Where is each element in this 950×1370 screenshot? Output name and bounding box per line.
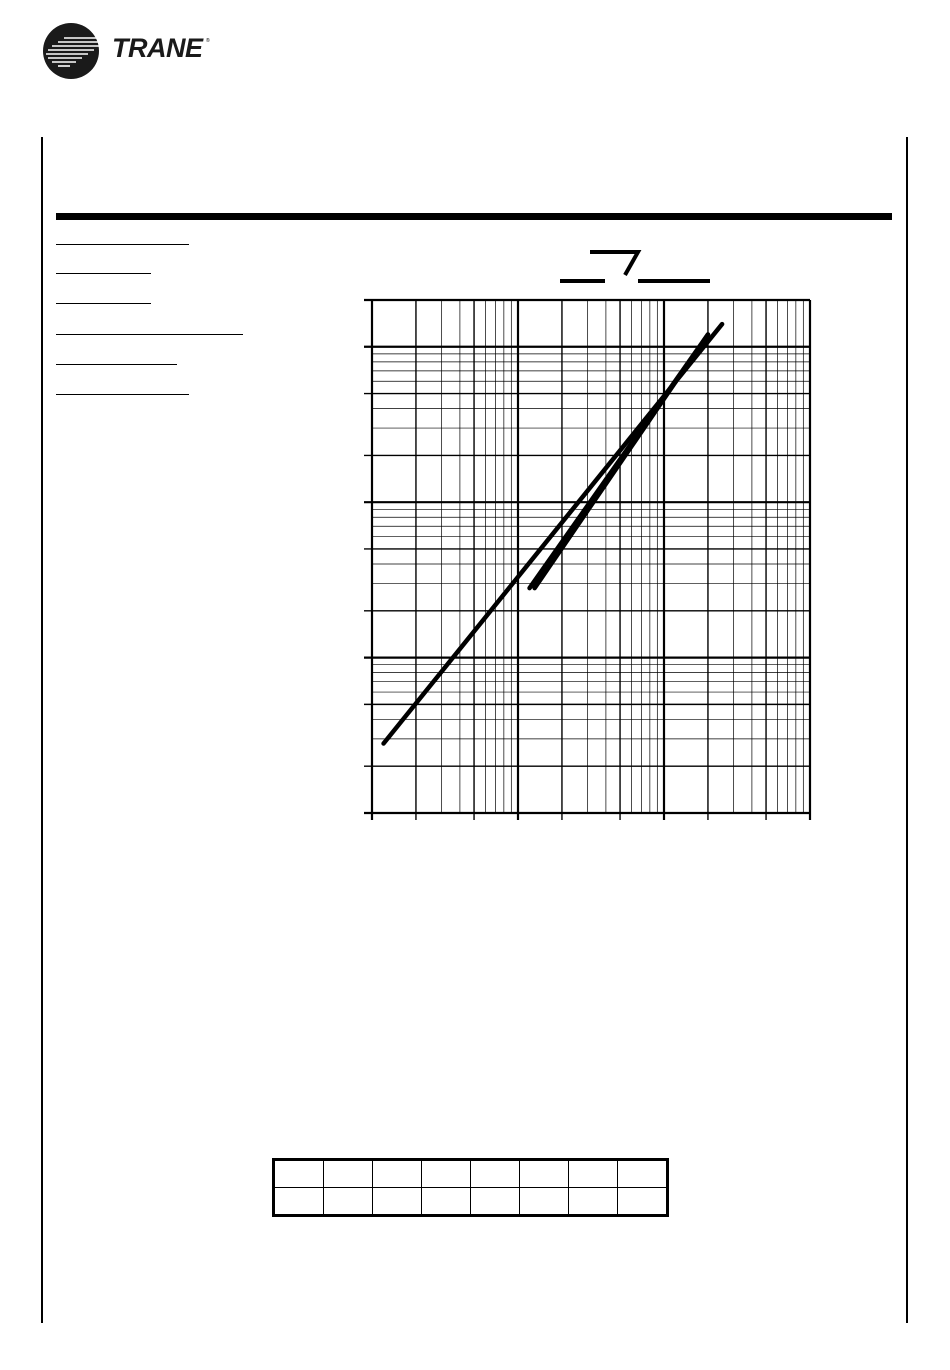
table-cell	[422, 1188, 471, 1216]
callout-leader-line	[590, 252, 638, 275]
brand-name: TRANE	[112, 33, 203, 63]
table-cell	[422, 1160, 471, 1188]
table-cell	[618, 1160, 668, 1188]
chart-grid	[364, 300, 810, 820]
chart-series	[384, 252, 723, 744]
table-cell	[520, 1160, 569, 1188]
table-row	[274, 1188, 668, 1216]
table-cell	[274, 1160, 324, 1188]
table-cell	[373, 1160, 422, 1188]
table-cell	[373, 1188, 422, 1216]
table-cell	[324, 1160, 373, 1188]
table-cell	[274, 1188, 324, 1216]
right-margin-rule	[906, 137, 908, 1323]
blank-field-1	[56, 244, 189, 245]
left-margin-rule	[41, 137, 43, 1323]
blank-field-6	[56, 394, 189, 395]
data-table	[272, 1158, 669, 1217]
trademark-mark: ®	[206, 38, 210, 44]
trane-globe-icon	[42, 22, 100, 80]
section-header-bar	[56, 213, 892, 220]
blank-field-4	[56, 334, 243, 335]
blank-field-5	[56, 364, 177, 365]
table-cell	[569, 1160, 618, 1188]
trane-logo	[42, 22, 100, 80]
table-cell	[520, 1188, 569, 1216]
series-line-3	[384, 324, 723, 743]
table-cell	[569, 1188, 618, 1216]
log-log-chart	[360, 240, 820, 830]
table-cell	[471, 1188, 520, 1216]
table-row	[274, 1160, 668, 1188]
table-cell	[324, 1188, 373, 1216]
table-cell	[471, 1160, 520, 1188]
table-cell	[618, 1188, 668, 1216]
blank-field-3	[56, 303, 151, 304]
blank-field-2	[56, 273, 151, 274]
